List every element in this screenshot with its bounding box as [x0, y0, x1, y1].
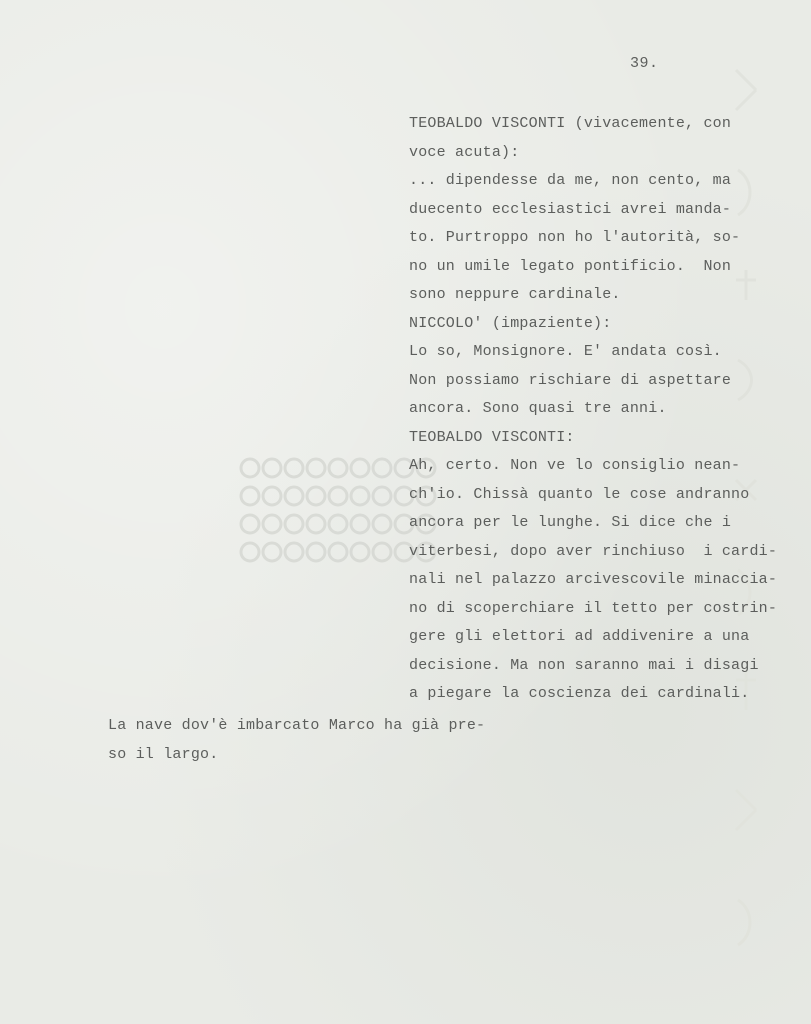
dialogue-block: [409, 110, 789, 709]
narration-line: so il largo.: [108, 745, 219, 763]
dialogue-line: duecento ecclesiastici avrei manda-: [409, 200, 732, 218]
dialogue-line: decisione. Ma non saranno mai i disagi: [409, 656, 759, 674]
dialogue-line: gere gli elettori ad addivenire a una: [409, 628, 750, 645]
dialogue-line: ancora per le lunghe. Si dice che i: [409, 514, 732, 531]
narration-block: [108, 712, 528, 769]
dialogue-line: TEOBALDO VISCONTI:: [409, 428, 575, 446]
dialogue-line: no un umile legato pontificio. Non: [409, 257, 732, 275]
dialogue-line: ancora. Sono quasi tre anni.: [409, 400, 667, 417]
narration-line: La nave dov'è imbarcato Marco ha già pre-: [108, 717, 486, 734]
dialogue-line: Ah, certo. Non ve lo consiglio nean-: [409, 457, 741, 474]
dialogue-line: TEOBALDO VISCONTI (vivacemente, con: [409, 115, 732, 132]
dialogue-line: nali nel palazzo arcivescovile minaccia-: [409, 571, 778, 588]
dialogue-line: a piegare la coscienza dei cardinali.: [409, 685, 750, 702]
dialogue-line: Non possiamo rischiare di aspettare: [409, 371, 732, 389]
dialogue-line: viterbesi, dopo aver rinchiuso i cardi-: [409, 542, 778, 560]
dialogue-line: sono neppure cardinale.: [409, 286, 621, 303]
dialogue-line: ... dipendesse da me, non cento, ma: [409, 172, 732, 189]
dialogue-line: NICCOLO' (impaziente):: [409, 314, 612, 332]
dialogue-line: no di scoperchiare il tetto per costrin-: [409, 599, 778, 617]
dialogue-line: voce acuta):: [409, 143, 520, 161]
dialogue-line: to. Purtroppo non ho l'autorità, so-: [409, 229, 741, 246]
page-number: 39.: [630, 55, 659, 72]
dialogue-line: Lo so, Monsignore. E' andata così.: [409, 343, 722, 360]
dialogue-line: ch'io. Chissà quanto le cose andranno: [409, 485, 750, 503]
